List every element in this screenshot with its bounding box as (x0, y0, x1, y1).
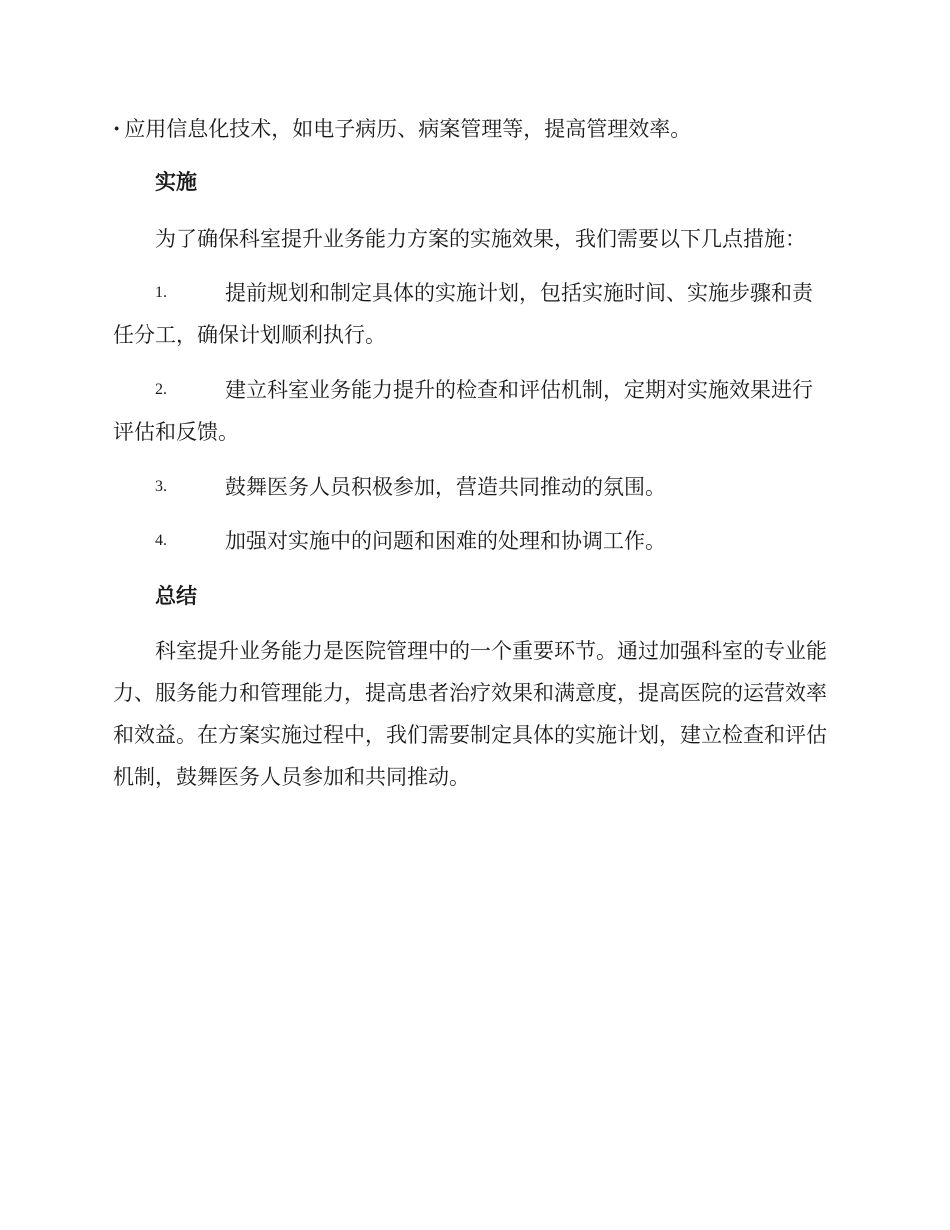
list-text: 提前规划和制定具体的实施计划，包括实施时间、实施步骤和责任分工，确保计划顺利执行。 (113, 281, 813, 347)
section-heading-summary: 总结 (155, 584, 197, 608)
bullet-item (113, 108, 833, 150)
list-number: 3. (155, 478, 167, 495)
list-item-1 (113, 272, 833, 356)
bullet-dot: · (113, 116, 121, 141)
section-heading-implementation: 实施 (155, 170, 197, 194)
list-text: 建立科室业务能力提升的检查和评估机制，定期对实施效果进行评估和反馈。 (113, 378, 813, 444)
list-number: 4. (155, 532, 167, 549)
bullet-text: 应用信息化技术，如电子病历、病案管理等，提高管理效率。 (124, 117, 692, 141)
list-item-4 (113, 520, 833, 562)
list-number: 2. (155, 381, 167, 398)
summary-paragraph: 科室提升业务能力是医院管理中的一个重要环节。通过加强科室的专业能力、服务能力和管理能力，提高患者治疗效果和满意度，提高医院的运营效率和效益。在方案实施过程中，我们需要制定具体的实施计划，建立检查和评估机制，鼓舞医务人员参加和共同推动。 (113, 639, 827, 789)
list-number: 1. (155, 284, 167, 301)
implementation-intro: 为了确保科室提升业务能力方案的实施效果，我们需要以下几点措施： (155, 227, 806, 251)
list-item-2 (113, 369, 833, 453)
list-text: 加强对实施中的问题和困难的处理和协调工作。 (225, 529, 666, 553)
list-text: 鼓舞医务人员积极参加，营造共同推动的氛围。 (225, 475, 666, 499)
list-item-3 (113, 466, 833, 508)
